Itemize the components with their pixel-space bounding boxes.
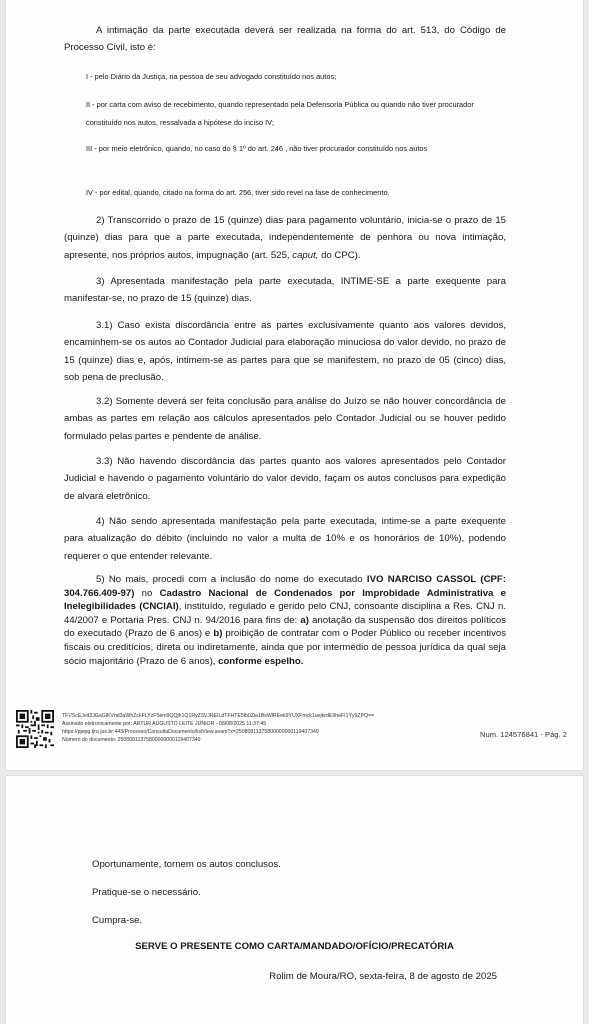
list-item-1: I - pelo Diário da Justiça, na pessoa de seu advogado constituído nos autos;: [86, 72, 337, 81]
pratique-line: Pratique-se o necessário.: [92, 887, 201, 898]
document-url[interactable]: https://pjepg.tjro.jus.br:443/Processo/ConsultaDocumento/listView.seam?x=25080811375800000000119407349: [62, 729, 319, 735]
signed-by: Assinado eletronicamente por: ARTUR AUGUSTO LEITE JUNIOR - 08/08/2025 11:37:45: [62, 721, 267, 727]
list-item-2: II - por carta com aviso de recebimento, quando representado pela Defensoria Pública ou quando não tiver procurador constituído nos autos, ressalvada a hipótese do inciso IV;: [86, 100, 474, 127]
intro-paragraph: A intimação da parte executada deverá ser realizada na forma do art. 513, do Código de Processo Civil, isto é:: [64, 25, 506, 54]
paragraph-3: 3) Apresentada manifestação pela parte executada, INTIME-SE a parte exequente para manifestar-se, no prazo de 15 (quinze) dias.: [64, 276, 506, 305]
cumpra-line: Cumpra-se.: [92, 915, 143, 926]
serve-heading: SERVE O PRESENTE COMO CARTA/MANDADO/OFÍCIO/PRECATÓRIA: [135, 941, 454, 952]
document-page-2: [6, 776, 583, 1024]
signature-hash: TFVScEJvd2JGaGlKVnd3aWhZckFLYzF5em9QQjh1Q1RyZ3VJREILdTFHTE5lb0Zia1BsWlREek9YUXFmck1uejkrdE9heFI1Yy9ZPQ==: [62, 713, 375, 719]
conclusion-line: Oportunamente, tornem os autos conclusos.: [92, 859, 281, 870]
list-item-4: IV - por edital, quando, citado na forma do art. 256, tiver sido revel na fase de conhecimento.: [86, 188, 390, 197]
place-date: Rolim de Moura/RO, sexta-feira, 8 de agosto de 2025: [269, 971, 497, 982]
paragraph-5: 5) No mais, procedi com a inclusão do nome do executado IVO NARCISO CASSOL (CPF: 304.766.409-97) no Cadastro Nacional de Condenados por Improbidade Administrativa e Inelegibilidades (CNCIAI), instituído, regulado e gerido pelo CNJ, consoante disciplina a Res. CNJ n. 44/2007 e Portaria Pres. CNJ n. 94/2016 para fins de: a) anotação da suspensão dos direitos políticos do executado (Prazo de 6 anos) e b) proibição de contratar com o Poder Público ou receber incentivos fiscais ou creditícios, direta ou indiretamente, ainda que por intermédio de pessoa jurídica da qual seja sócio majoritário (Prazo de 6 anos), conforme espelho.: [64, 574, 506, 667]
list-item-3: III - por meio eletrônico, quando, no caso do § 1º do art. 246 , não tiver procurador constituído nos autos: [86, 144, 428, 153]
paragraph-3-2: 3.2) Somente deverá ser feita conclusão para análise do Juízo se não houver concordância de ambas as partes em relação aos cálculos apresentados pelo Contador Judicial ou se houver pedido formulado pelas partes e pendente de análise.: [64, 396, 506, 442]
document-page-1: [6, 0, 583, 770]
paragraph-2: 2) Transcorrido o prazo de 15 (quinze) dias para pagamento voluntário, inicia-se o prazo de 15 (quinze) dias para que a parte executada, independentemente de penhora ou nova intimação, apresente, nos próprios autos, impugnação (art. 525, caput, do CPC).: [64, 215, 506, 261]
paragraph-4: 4) Não sendo apresentada manifestação pela parte executada, intime-se a parte exequente para atualização do débito (incluindo no valor a multa de 10% e os honorários de 10%), podendo requerer o que entender relevante.: [64, 516, 506, 562]
page-number: Num. 124576841 - Pág. 2: [480, 730, 567, 739]
paragraph-3-1: 3.1) Caso exista discordância entre as partes exclusivamente quanto aos valores devidos, encaminhem-se os autos ao Contador Judicial para elaboração minuciosa do valor devido, no prazo de 15 (quinze) dias e, após, intimem-se as partes para que se manifestem, no prazo de 05 (cinco) dias, sob pena de preclusão.: [64, 320, 506, 384]
paragraph-3-3: 3.3) Não havendo discordância das partes quanto aos valores apresentados pelo Contador Judicial e havendo o pagamento voluntário do valor devido, façam os autos conclusos para expedição de alvará eletrônico.: [64, 456, 506, 502]
qr-code-icon: [16, 710, 54, 748]
document-number: Número do documento: 25080811375800000000119407349: [62, 737, 201, 743]
